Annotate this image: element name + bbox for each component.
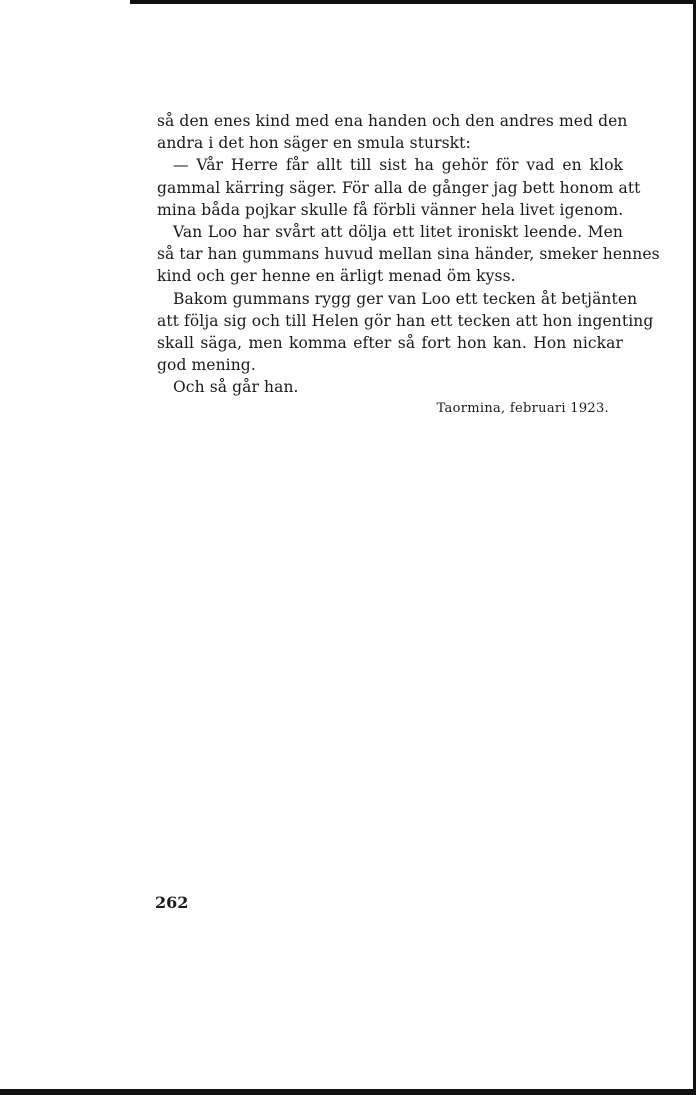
text-line: Bakom gummans rygg ger van Loo ett tecken åt betjänten — [173, 289, 638, 308]
page-edge-top — [130, 0, 696, 4]
text-line: andra i det hon säger en smula sturskt: — [157, 134, 471, 153]
text-line: så den enes kind med ena handen och den andres med den — [157, 112, 628, 130]
text-line: skall säga, men komma efter så fort hon kan. Hon nickar — [157, 333, 623, 352]
text-line: mina båda pojkar skulle få förbli vänner hela livet igenom. — [157, 200, 624, 219]
page-edge-bottom — [0, 1089, 696, 1095]
body-text — [157, 110, 660, 398]
page-number: 262 — [155, 893, 189, 912]
text-line: Och så går han. — [173, 378, 299, 397]
text-line: gammal kärring säger. För alla de gånger jag bett honom att — [157, 178, 641, 197]
text-line: god mening. — [157, 356, 256, 375]
text-line: — Vår Herre får allt till sist ha gehör för vad en klok — [173, 156, 623, 175]
text-line: Van Loo har svårt att dölja ett litet ironiskt leende. Men — [173, 222, 623, 241]
text-line: att följa sig och till Helen gör han ett tecken att hon ingenting — [157, 311, 654, 330]
text-line: kind och ger henne en ärligt menad öm kyss. — [157, 267, 516, 286]
place-date-signature: Taormina, februari 1923. — [436, 401, 609, 416]
text-line: så tar han gummans huvud mellan sina händer, smeker hennes — [157, 245, 660, 264]
